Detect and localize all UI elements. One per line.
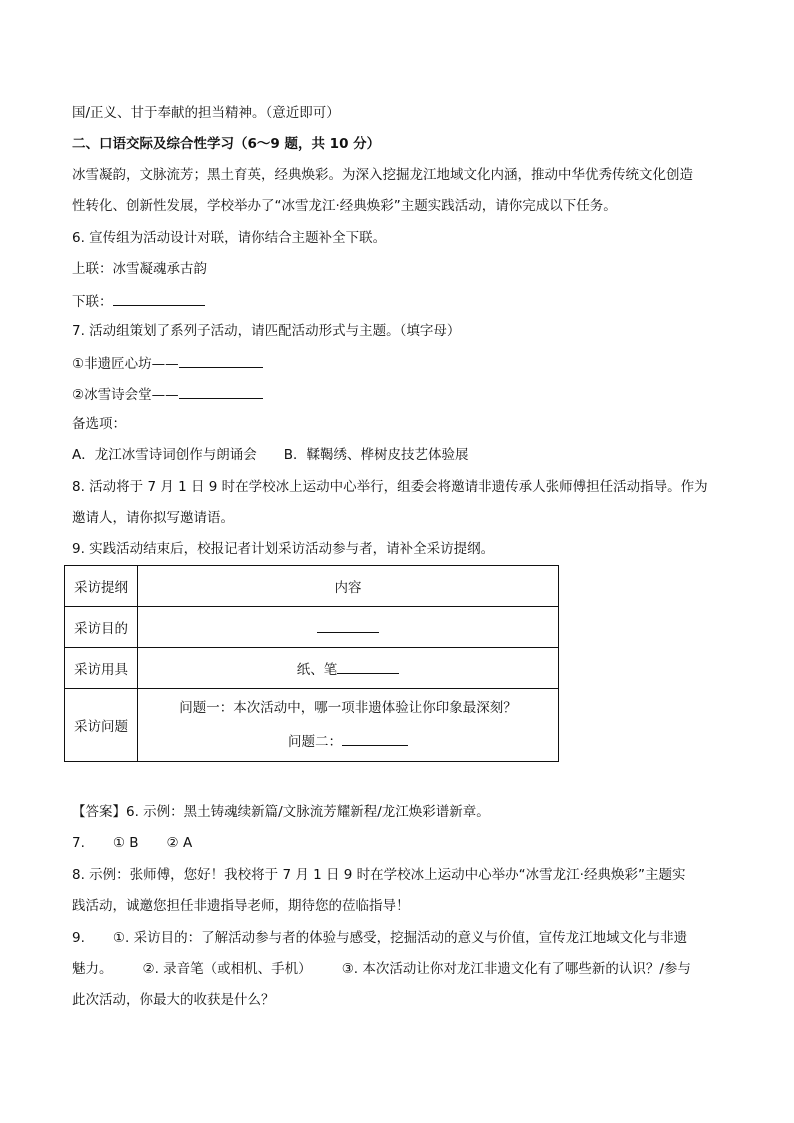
q6-lower-couplet bbox=[72, 291, 205, 311]
interview-outline-table bbox=[64, 565, 559, 762]
table-head-key: 采访提纲 bbox=[65, 566, 138, 607]
purpose-cell bbox=[138, 607, 559, 648]
q6-answer-blank[interactable] bbox=[113, 291, 205, 306]
questions-key: 采访问题 bbox=[65, 689, 138, 762]
question-2 bbox=[138, 731, 558, 751]
q7-item-1-label: ①非遗匠心坊—— bbox=[72, 356, 179, 372]
section-title: 二、口语交际及综合性学习（6～9 题，共 10 分） bbox=[72, 136, 381, 152]
table-row bbox=[65, 648, 559, 689]
q7-item-2 bbox=[72, 384, 263, 404]
answer-9-part-1: ①. 采访目的：了解活动参与者的体验与感受，挖掘活动的意义与价值，宣传龙江地域文化与非遗 bbox=[112, 930, 688, 946]
answer-9-line-1 bbox=[72, 929, 687, 947]
table-row bbox=[65, 607, 559, 648]
tools-blank[interactable] bbox=[337, 659, 399, 674]
answer-9-part-2: ②. 录音笔（或相机、手机） bbox=[142, 961, 312, 977]
q7-options: A．龙江冰雪诗词创作与朗诵会 B．鞣鞨绣、桦树皮技艺体验展 bbox=[72, 447, 469, 463]
tools-cell bbox=[138, 648, 559, 689]
answer-7-part-1: ① B bbox=[112, 835, 139, 851]
intro-paragraph-line-1: 冰雪凝韵，文脉流芳；黑土育英，经典焕彩。为深入挖掘龙江地域文化内涵，推动中华优秀传统文化创造 bbox=[72, 167, 693, 183]
q8-stem-line-1: 8. 活动将于 7 月 1 日 9 时在学校冰上运动中心举行，组委会将邀请非遗传承人张师傅担任活动指导。作为 bbox=[72, 479, 708, 495]
answer-9-number: 9. bbox=[72, 930, 85, 946]
q7-stem: 7. 活动组策划了系列子活动，请匹配活动形式与主题。（填字母） bbox=[72, 323, 461, 339]
answer-9-line-2 bbox=[72, 960, 691, 978]
answer-6: 【答案】6. 示例：黑土铸魂续新篇/文脉流芳耀新程/龙江焕彩谱新章。 bbox=[72, 804, 490, 820]
question-2-blank[interactable] bbox=[342, 731, 408, 746]
answer-7 bbox=[72, 834, 192, 852]
purpose-blank[interactable] bbox=[317, 618, 379, 633]
question-1: 问题一：本次活动中，哪一项非遗体验让你印象最深刻？ bbox=[179, 700, 517, 716]
q6-upper-couplet: 上联：冰雪凝魂承古韵 bbox=[72, 261, 207, 277]
answer-8-line-1: 8. 示例：张师傅，您好！我校将于 7 月 1 日 9 时在学校冰上运动中心举办“冰雪龙江·经典焕彩”主题实 bbox=[72, 867, 686, 883]
table-head-value: 内容 bbox=[138, 566, 559, 607]
q7-item-1 bbox=[72, 353, 263, 373]
table-row bbox=[65, 566, 559, 607]
purpose-key: 采访目的 bbox=[65, 607, 138, 648]
intro-paragraph-line-2: 性转化、创新性发展，学校举办了“冰雪龙江·经典焕彩”主题实践活动，请你完成以下任务。 bbox=[72, 198, 617, 214]
q6-stem: 6. 宣传组为活动设计对联，请你结合主题补全下联。 bbox=[72, 230, 387, 246]
table-row bbox=[65, 689, 559, 762]
q8-stem-line-2: 邀请人，请你拟写邀请语。 bbox=[72, 510, 234, 526]
answer-8-line-2: 践活动，诚邀您担任非遗指导老师，期待您的莅临指导！ bbox=[72, 898, 410, 914]
q7-item-2-label: ②冰雪诗会堂—— bbox=[72, 387, 179, 403]
answer-7-part-2: ② A bbox=[166, 835, 193, 851]
q7-item-1-blank[interactable] bbox=[179, 353, 263, 368]
q9-stem: 9. 实践活动结束后，校报记者计划采访活动参与者，请补全采访提纲。 bbox=[72, 541, 495, 557]
answer-9-line-2-start: 魅力。 bbox=[72, 961, 113, 977]
tools-value: 纸、笔 bbox=[296, 662, 338, 678]
tools-key: 采访用具 bbox=[65, 648, 138, 689]
q7-options-label: 备选项： bbox=[72, 416, 126, 432]
intro-tail: 国/正义、甘于奉献的担当精神。（意近即可） bbox=[72, 105, 340, 121]
q7-item-2-blank[interactable] bbox=[179, 384, 263, 399]
answer-9-line-3: 此次活动，你最大的收获是什么？ bbox=[72, 992, 275, 1008]
answer-7-number: 7. bbox=[72, 835, 85, 851]
question-2-label: 问题二： bbox=[288, 734, 342, 750]
q6-lower-label: 下联： bbox=[72, 294, 113, 310]
answer-9-part-3: ③. 本次活动让你对龙江非遗文化有了哪些新的认识？/参与 bbox=[341, 961, 691, 977]
questions-cell bbox=[138, 689, 559, 762]
